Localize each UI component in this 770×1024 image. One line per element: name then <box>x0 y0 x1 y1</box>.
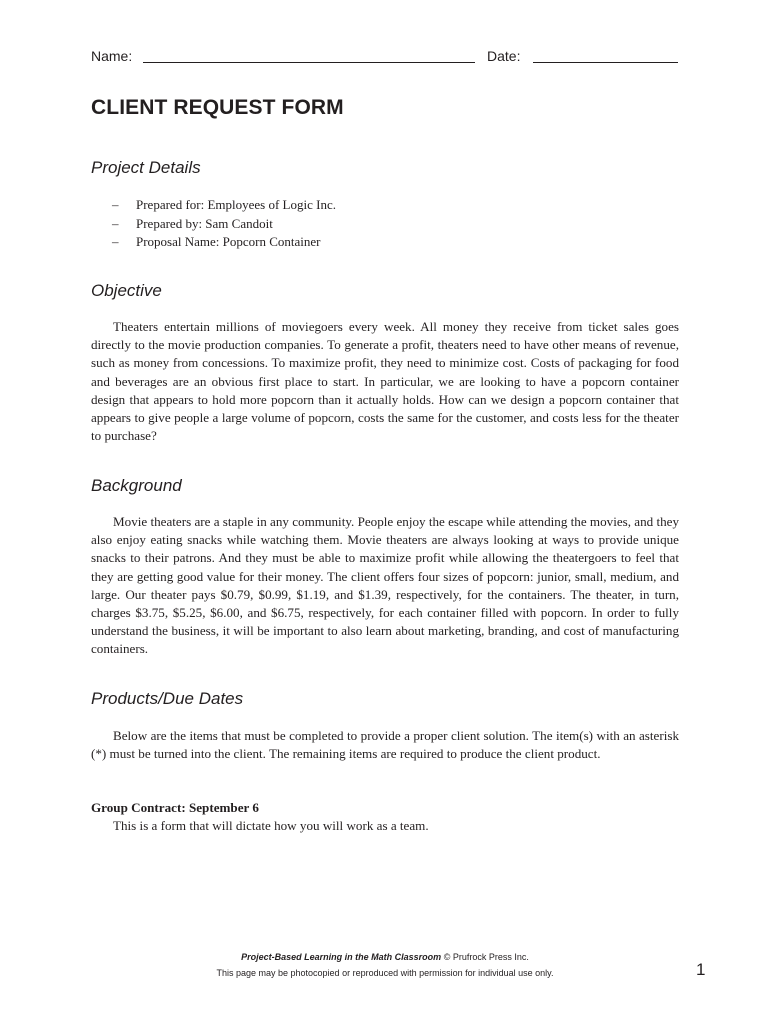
dash-bullet: – <box>112 197 119 212</box>
list-item-text: Proposal Name: Popcorn Container <box>136 234 321 249</box>
products-paragraph: Below are the items that must be completed to provide a proper client solution. The item(s) with an asterisk (*) must be turned into the client. The remaining items are required to produce the client product. <box>91 728 679 762</box>
copyright-text: © Prufrock Press Inc. <box>443 952 529 962</box>
list-item <box>112 233 336 252</box>
name-line <box>143 62 475 63</box>
list-item-text: Prepared by: Sam Candoit <box>136 215 273 231</box>
project-details-list <box>112 196 336 252</box>
products-heading: Products/Due Dates <box>91 689 244 708</box>
objective-heading: Objective <box>91 281 162 300</box>
footer-credit <box>0 952 770 962</box>
objective-paragraph: Theaters entertain millions of moviegoers every week. All money they receive from ticket sales goes directly to the movie production companies. To generate a profit, theaters need to have other means of revenue, such as money from concessions. To maximize profit, they need to minimize cost. Costs of packaging for food and beverages are an obvious first place to start. In particular, we are looking to have a popcorn container design that appears to hold more popcorn than it actually holds. How can we design a popcorn container that appears to give people a large volume of popcorn, costs the same for the customer, and costs less for the theater to purchase? <box>91 319 679 444</box>
book-title: Project-Based Learning in the Math Classroom <box>241 952 442 962</box>
dash-bullet: – <box>112 215 119 231</box>
date-line <box>533 62 678 63</box>
date-label: Date: <box>487 48 521 64</box>
list-item <box>112 215 336 234</box>
group-contract-text: This is a form that will dictate how you will work as a team. <box>113 818 429 833</box>
name-date-row <box>91 48 678 68</box>
list-item <box>112 196 336 215</box>
background-paragraph: Movie theaters are a staple in any community. People enjoy the escape while attending the movies, and they also enjoy eating snacks while watching them. Movie theaters are always looking at ways to provide unique snacks to their patrons. And they must be able to maximize profit while allowing the theatergoers to feel that they are getting good value for their money. The client offers four sizes of popcorn: junior, small, medium, and large. Our theater pays $0.79, $0.99, $1.19, and $1.39, respectively, for the containers. The theater, in turn, charges $3.75, $5.25, $6.00, and $6.75, respectively, for each container filled with popcorn. In order to fully understand the business, it will be important to also learn about marketing, branding, and cost of manufacturing containers. <box>91 514 680 657</box>
background-heading: Background <box>91 476 182 495</box>
footer-permission: This page may be photocopied or reproduced with permission for individual use only. <box>216 968 554 978</box>
name-label: Name: <box>91 48 133 64</box>
project-details-heading: Project Details <box>91 158 201 177</box>
page-number: 1 <box>696 960 706 979</box>
group-contract-heading: Group Contract: September 6 <box>91 800 259 815</box>
page-title: CLIENT REQUEST FORM <box>91 96 344 119</box>
dash-bullet: – <box>112 234 119 249</box>
list-item-text: Prepared for: Employees of Logic Inc. <box>136 197 336 212</box>
